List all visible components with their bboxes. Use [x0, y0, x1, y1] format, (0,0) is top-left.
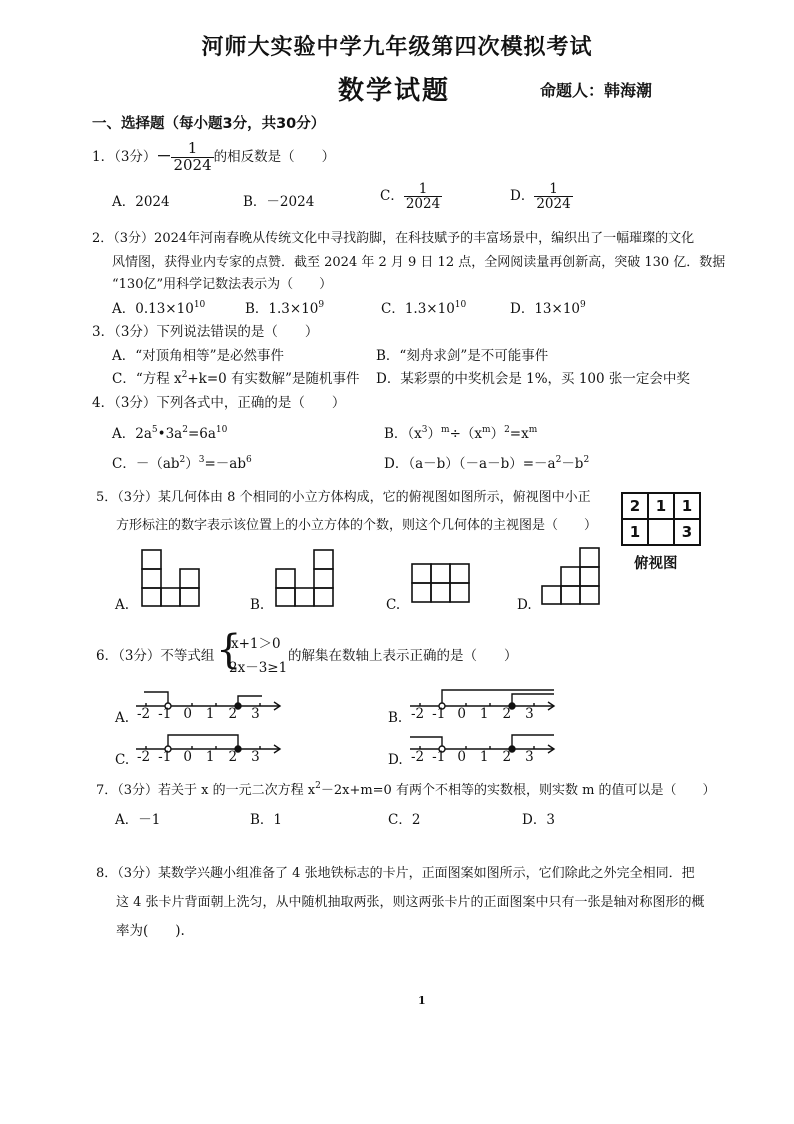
q6-brace: { [216, 627, 242, 673]
q6-ineq-1: x+1＞0 [231, 636, 281, 652]
q7-stem: 7．（3分）若关于 x 的一元二次方程 $x^2-2x+m=0$ 有两个不相等的实数根，则实数 m 的值可以是（ ） [96, 781, 716, 798]
q1-neg: － [156, 146, 172, 165]
top-view-caption: 俯视图 [634, 556, 678, 572]
q7-option-a: A．－1 [115, 812, 161, 828]
q2-line-1: 2．（3分）2024年河南春晚从传统文化中寻找韵脚，在科技赋予的丰富场景中，编织出了一幅璀璨的文化 [92, 231, 695, 246]
question-1 [92, 141, 335, 174]
q3-option-d: D．某彩票的中奖机会是 1%，买 100 张一定会中奖 [376, 371, 690, 387]
q5-line-1: 5．（3分）某几何体由 8 个相同的小立方体构成，它的俯视图如图所示，俯视图中小正 [96, 490, 591, 505]
q6-option-b-label: B. [388, 710, 403, 726]
q6-option-a-label: A. [115, 710, 130, 726]
top-view-grid [621, 492, 701, 546]
q2-option-b: B．$1.3\times 10^9$ [245, 300, 325, 317]
top-view-cell [648, 519, 674, 545]
q8-line-1: 8．（3分）某数学兴趣小组准备了 4 张地铁标志的卡片，正面图案如图所示，它们除此之外完全相同．把 [96, 866, 695, 881]
q8-line-2: 这 4 张卡片背面朝上洗匀，从中随机抽取两张，则这两张卡片的正面图案中只有一张是轴对称图形的概 [116, 895, 705, 910]
q3-option-b: B．“刻舟求剑”是不可能事件 [376, 348, 549, 364]
school-title: 河师大实验中学九年级第四次模拟考试 [201, 35, 593, 60]
top-view-cell: 2 [622, 493, 648, 519]
q1-fraction: $\frac{1}{2024}$ [173, 139, 212, 174]
q5-option-a-figure [138, 548, 204, 608]
q3-stem: 3．（3分）下列说法错误的是（ ） [92, 324, 319, 340]
q2-line-3: “130亿”用科学记数法表示为（ ） [112, 277, 333, 292]
q1-suffix: 的相反数是（ ） [213, 148, 336, 165]
q1-option-a: A．2024 [112, 194, 170, 210]
q5-option-c-label: C. [386, 597, 401, 613]
q5-line-2: 方形标注的数字表示该位置上的小立方体的个数，则这个几何体的主视图是（ ） [116, 518, 598, 533]
q1-option-c: C． $\frac{1}{2024}$ [380, 181, 441, 213]
q8-line-3: 率为( ). [116, 923, 185, 939]
q5-option-b-figure [272, 548, 338, 608]
q4-option-d: D．$(a-b)(-a-b)=-a^2-b^2$ [384, 455, 590, 472]
q6-option-d-ticks: -2 -1 0 1 2 3 [411, 749, 534, 765]
q2-line-2: 风情图，获得业内专家的点赞．截至 2024 年 2 月 9 日 12 点，全网阅读量再创新高，突破 130 亿．数据 [112, 255, 726, 270]
subject-title: 数学试题 [338, 76, 451, 106]
q6-option-b-ticks: -2 -1 0 1 2 3 [411, 706, 534, 722]
q1-prefix: 1．（3分） [92, 148, 157, 165]
q2-option-c: C．$1.3\times 10^{10}$ [381, 300, 467, 317]
q6-prefix: 6．（3分）不等式组 [96, 648, 215, 664]
q1-option-d: D． $\frac{1}{2024}$ [510, 181, 571, 213]
q5-option-d-figure [538, 543, 604, 607]
q5-option-a-label: A. [115, 597, 130, 613]
q7-option-c: C．2 [388, 812, 421, 828]
top-view-cell: 1 [622, 519, 648, 545]
q1-option-b: B．－2024 [243, 194, 315, 210]
q6-option-d-label: D. [388, 752, 403, 768]
top-view-cell: 1 [648, 493, 674, 519]
q5-option-b-label: B. [250, 597, 265, 613]
q7-option-b: B．1 [250, 812, 283, 828]
q3-option-c: C．“方程 $x^2+k=0$ 有实数解”是随机事件 [112, 370, 360, 387]
section-title: 一、选择题（每小题3分，共30分） [92, 116, 326, 132]
q6-ineq-2: 2x－3≥1 [229, 660, 288, 676]
q4-stem: 4．（3分）下列各式中，正确的是（ ） [92, 395, 346, 411]
q3-option-a: A．“对顶角相等”是必然事件 [112, 348, 285, 364]
top-view-cell: 1 [674, 493, 700, 519]
q2-option-a: A．$0.13\times 10^{10}$ [112, 300, 206, 317]
author: 命题人：韩海潮 [540, 81, 653, 100]
q6-option-a-ticks: -2 -1 0 1 2 3 [137, 706, 260, 722]
q4-option-a: A．$2a^5•3a^2=6a^{10}$ [112, 425, 228, 442]
q5-option-c-figure [408, 560, 474, 606]
q4-option-c: C．$-(ab^2)^3=-ab^6$ [112, 455, 252, 472]
q4-option-b: B．$(x^3)^m\div(x^m)^2=x^m$ [384, 425, 538, 442]
q5-option-d-label: D. [517, 597, 532, 613]
top-view-cell: 3 [674, 519, 700, 545]
q7-option-d: D．3 [522, 812, 555, 828]
q2-option-d: D．$13\times 10^9$ [510, 300, 586, 317]
q6-suffix: 的解集在数轴上表示正确的是（ ） [288, 648, 518, 664]
q6-option-c-label: C. [115, 752, 130, 768]
q6-option-c-ticks: -2 -1 0 1 2 3 [137, 749, 260, 765]
page-number: 1 [418, 994, 426, 1007]
